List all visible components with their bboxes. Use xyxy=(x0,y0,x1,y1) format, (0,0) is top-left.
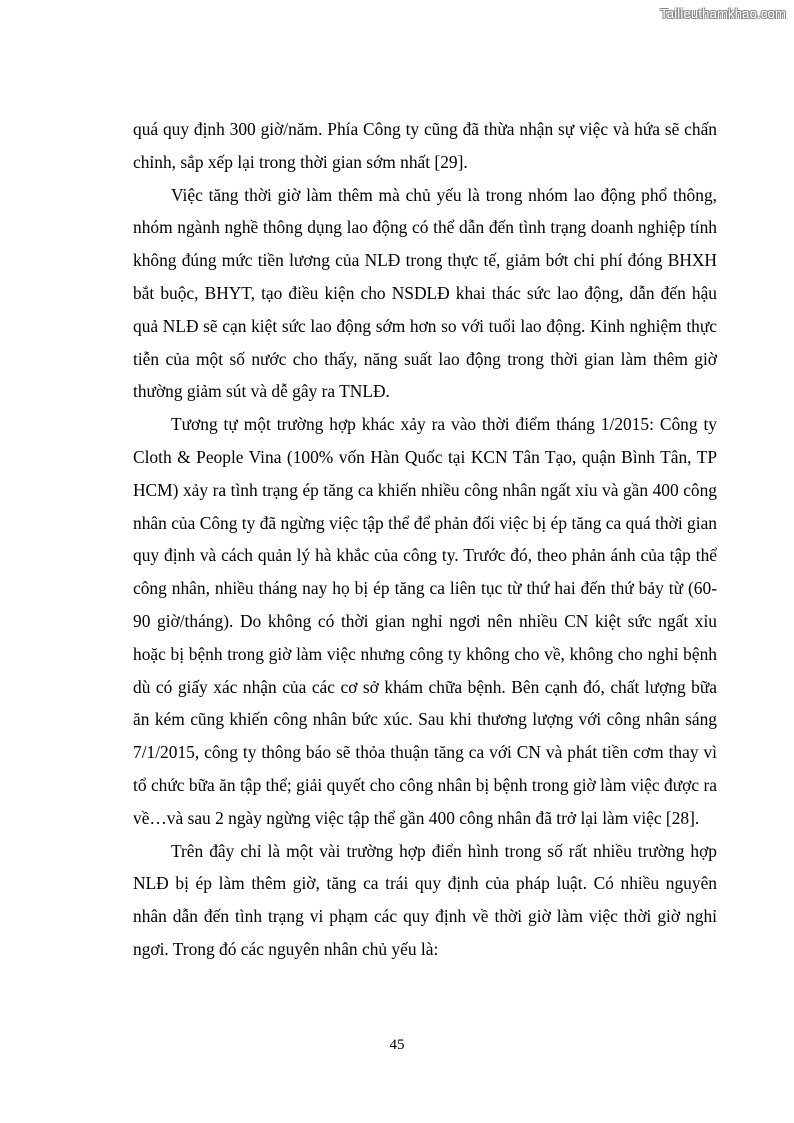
paragraph-continuation: quá quy định 300 giờ/năm. Phía Công ty cũng đã thừa nhận sự việc và hứa sẽ chấn chỉnh, sắp xếp lại trong thời gian sớm nhất [29]. xyxy=(133,119,717,172)
paragraph-cloth-people-case: Tương tự một trường hợp khác xảy ra vào thời điểm tháng 1/2015: Công ty Cloth & People Vina (100% vốn Hàn Quốc tại KCN Tân Tạo, quận Bình Tân, TP HCM) xảy ra tình trạng ép tăng ca khiến nhiều công nhân ngất xỉu và gần 400 công nhân của Công ty đã ngừng việc tập thể để phản đối việc bị ép tăng ca quá thời gian quy định và cách quản lý hà khắc của công ty. Trước đó, theo phản ánh của tập thể công nhân, nhiều tháng nay họ bị ép tăng ca liên tục từ thứ hai đến thứ bảy từ (60-90 giờ/tháng). Do không có thời gian nghỉ ngơi nên nhiều CN kiệt sức ngất xỉu hoặc bị bệnh trong giờ làm việc nhưng công ty không cho về, không cho nghỉ bệnh dù có giấy xác nhận của các cơ sở khám chữa bệnh. Bên cạnh đó, chất lượng bữa ăn kém cũng khiến công nhân bức xúc. Sau khi thương lượng với công nhân sáng 7/1/2015, công ty thông báo sẽ thỏa thuận tăng ca với CN và phát tiền cơm thay vì tổ chức bữa ăn tập thể; giải quyết cho công nhân bị bệnh trong giờ làm việc được ra về…và sau 2 ngày ngừng việc tập thể gần 400 công nhân đã trở lại làm việc [28]. xyxy=(133,414,717,828)
watermark-text: Tailieuthamkhao.com xyxy=(660,6,786,21)
document-body xyxy=(133,113,717,966)
page-number: 45 xyxy=(389,1037,405,1053)
paragraph-causes-intro: Trên đây chỉ là một vài trường hợp điển hình trong số rất nhiều trường hợp NLĐ bị ép làm thêm giờ, tăng ca trái quy định của pháp luật. Có nhiều nguyên nhân dẫn đến tình trạng vi phạm các quy định về thời giờ làm việc thời giờ nghỉ ngơi. Trong đó các nguyên nhân chủ yếu là: xyxy=(133,840,717,959)
paragraph-overtime-consequences: Việc tăng thời giờ làm thêm mà chủ yếu là trong nhóm lao động phổ thông, nhóm ngành nghề thông dụng lao động có thể dẫn đến tình trạng doanh nghiệp tính không đúng mức tiền lương của NLĐ trong thực tế, giảm bớt chi phí đóng BHXH bắt buộc, BHYT, tạo điều kiện cho NSDLĐ khai thác sức lao động, dẫn đến hậu quả NLĐ sẽ cạn kiệt sức lao động sớm hơn so với tuổi lao động. Kinh nghiệm thực tiễn của một số nước cho thấy, năng suất lao động trong thời gian làm thêm giờ thường giảm sút và dễ gây ra TNLĐ. xyxy=(133,184,717,402)
